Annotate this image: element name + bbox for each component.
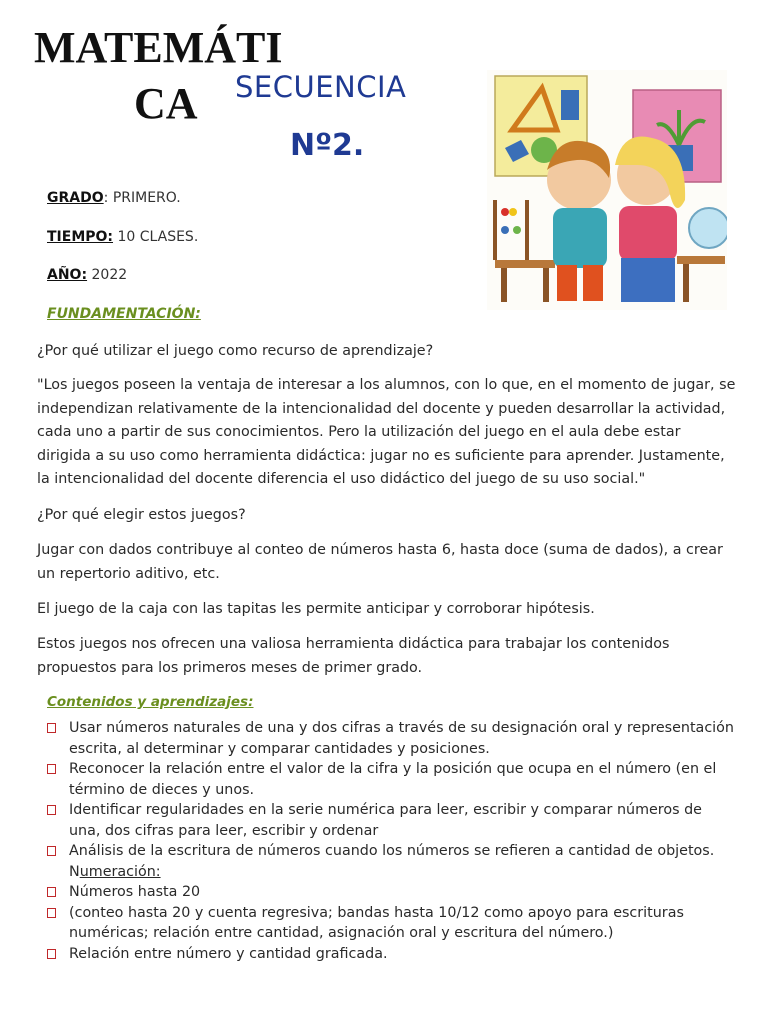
children-classroom-illustration — [487, 70, 727, 310]
list-item-text: Números hasta 20 — [69, 884, 201, 900]
list-item — [47, 759, 737, 800]
tiempo-line — [47, 229, 198, 245]
list-item-text: (conteo hasta 20 y cuenta regresiva; bandas hasta 10/12 como apoyo para escrituras numéricas; relación entre cantidad, asignación oral y escritura del número.) — [69, 904, 684, 941]
title-line-1: MATEMÁTI — [34, 23, 283, 72]
paragraph: El juego de la caja con las tapitas les permite anticipar y corroborar hipótesis. — [37, 601, 595, 617]
sequence-title: SECUENCIA — [235, 70, 407, 104]
grado-line — [47, 190, 181, 206]
grado-separator: : — [103, 190, 113, 206]
anio-label: AÑO: — [47, 267, 88, 283]
sequence-number: Nº2. — [290, 128, 365, 163]
list-item — [47, 718, 737, 759]
list-item-text: Usar números naturales de una y dos cifras a través de su designación oral y representación escrita, al determinar y comparar cantidades y posiciones. — [69, 720, 734, 757]
contenidos-list — [47, 718, 737, 964]
list-item — [47, 800, 737, 841]
paragraph: Jugar con dados contribuye al conteo de números hasta 6, hasta doce (suma de dados), a crear un repertorio aditivo, etc. — [37, 542, 723, 582]
contenidos-heading: Contenidos y aprendizajes: — [47, 694, 254, 710]
list-item-text: Reconocer la relación entre el valor de la cifra y la posición que ocupa en el número (en el término de dieces y unos. — [69, 761, 717, 798]
anio-value: 2022 — [87, 267, 128, 283]
checkbox-bullet-icon — [47, 949, 56, 959]
paragraph: ¿Por qué elegir estos juegos? — [37, 507, 246, 523]
list-item — [47, 944, 737, 965]
checkbox-bullet-icon — [47, 908, 56, 918]
tiempo-value: 10 CLASES. — [113, 229, 199, 245]
anio-line — [47, 267, 127, 283]
checkbox-bullet-icon — [47, 723, 56, 733]
list-item-text: Identificar regularidades en la serie numérica para leer, escribir y comparar números de una, dos cifras para leer, escribir y ordenar — [69, 802, 702, 839]
paragraph: ¿Por qué utilizar el juego como recurso de aprendizaje? — [37, 343, 434, 359]
checkbox-bullet-icon — [47, 764, 56, 774]
tiempo-label: TIEMPO: — [47, 229, 114, 245]
grado-value: PRIMERO. — [112, 190, 181, 206]
list-item-text: Análisis de la escritura de números cuando los números se refieren a cantidad de objetos. N — [69, 843, 715, 880]
checkbox-bullet-icon — [47, 846, 56, 856]
checkbox-bullet-icon — [47, 887, 56, 897]
grado-label: GRADO — [47, 190, 104, 206]
list-item — [47, 882, 737, 903]
numeracion-label: umeración: — [79, 863, 161, 880]
title-line-2: CA — [134, 79, 198, 128]
paragraph: Estos juegos nos ofrecen una valiosa herramienta didáctica para trabajar los contenidos propuestos para los primeros meses de primer grado. — [37, 636, 670, 676]
list-item-text: Relación entre número y cantidad graficada. — [69, 945, 388, 962]
list-item — [47, 841, 737, 882]
paragraph: "Los juegos poseen la ventaja de interesar a los alumnos, con lo que, en el momento de jugar, se independizan relativamente de la intencionalidad del docente y pueden desarrollar la actividad, cada uno a partir de sus conocimientos. Pero la utilización del juego en el aula debe estar dirigida a su uso como herramienta didáctica: jugar no es suficiente para aprender. Justamente, la intencionalidad del docente diferencia el uso didáctico del juego de su uso social." — [37, 377, 736, 487]
fundamentacion-heading: FUNDAMENTACIÓN: — [47, 306, 201, 322]
list-item — [47, 903, 737, 944]
checkbox-bullet-icon — [47, 805, 56, 815]
